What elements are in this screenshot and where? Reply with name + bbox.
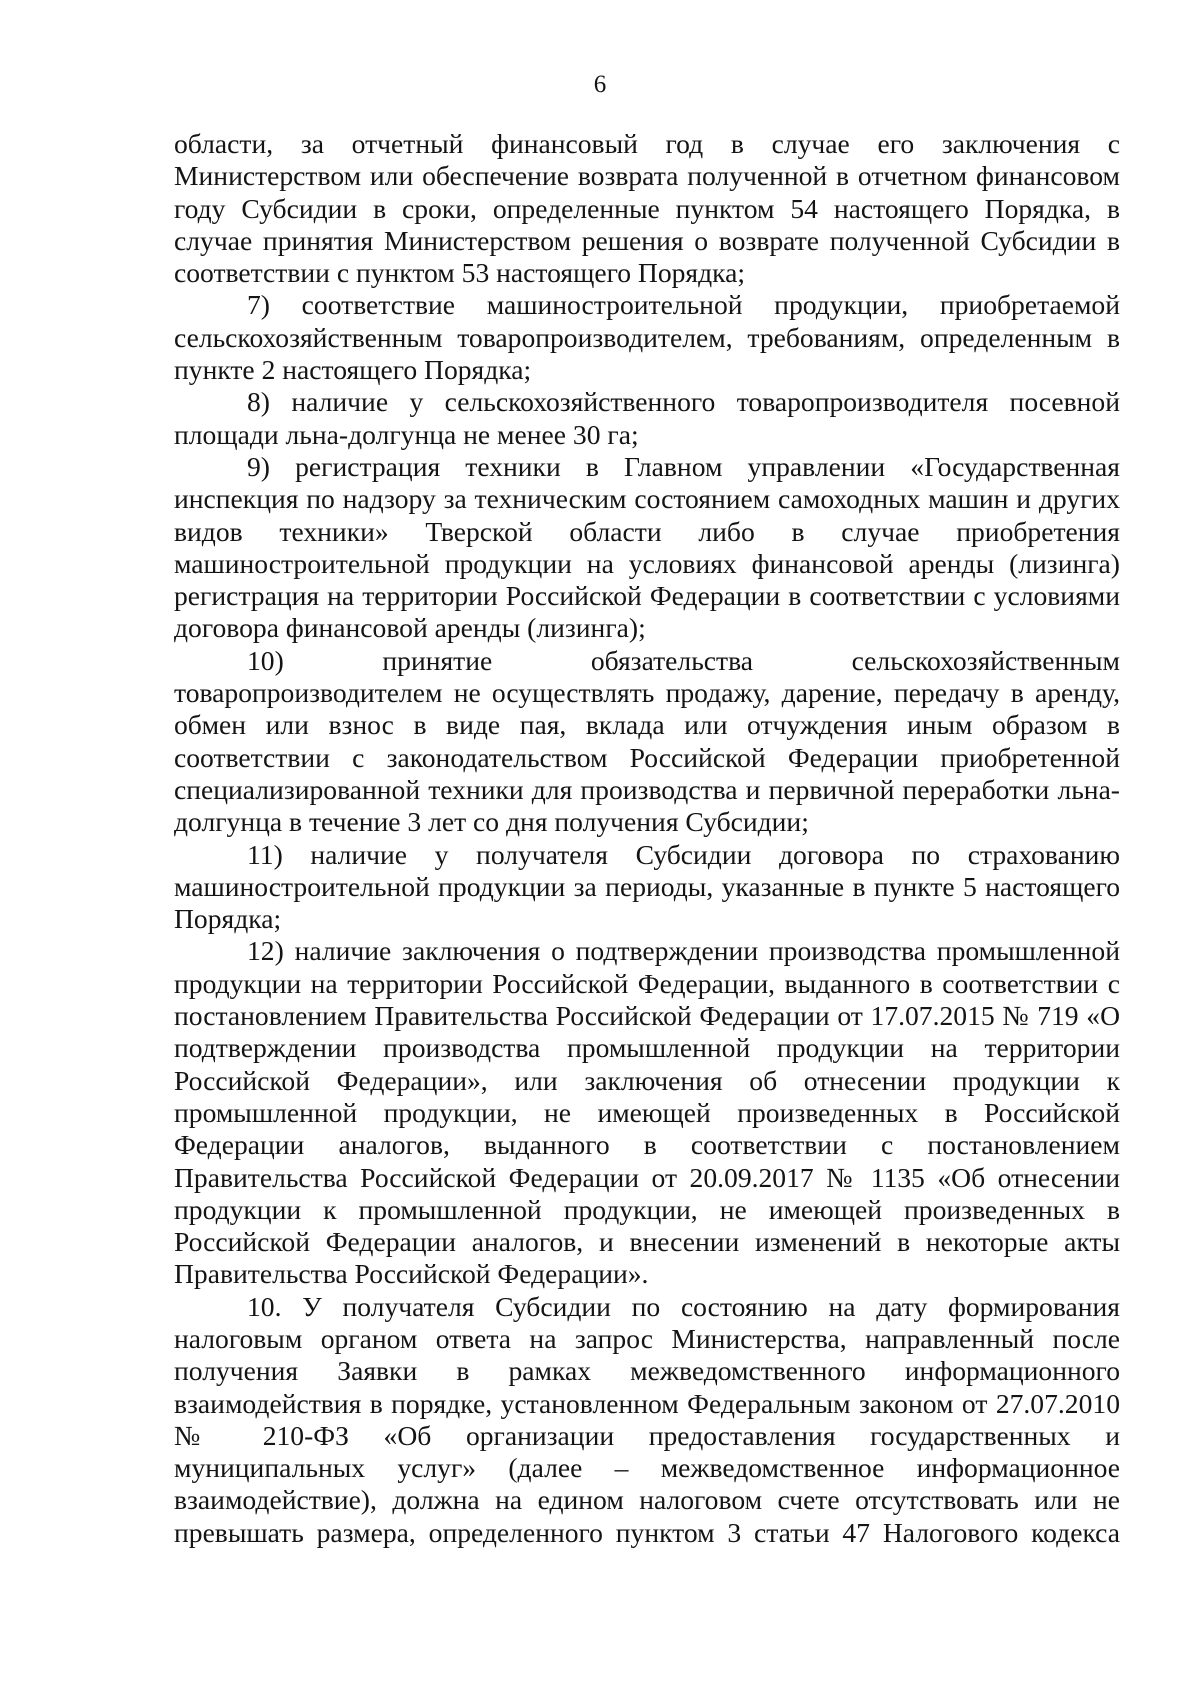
document-body — [174, 128, 1120, 1549]
paragraph-item-10: 10) принятие обязательства сельскохозяйственным товаропроизводителем не осуществлять продажу, дарение, передачу в аренду, обмен или взнос в виде пая, вклада или отчуждения иным образом в соответствии с законодательством Российской Федерации приобретенной специализированной техники для производства и первичной переработки льна-долгунца в течение 3 лет со дня получения Субсидии; — [174, 644, 1120, 838]
paragraph-item-9: 9) регистрация техники в Главном управлении «Государственная инспекция по надзору за техническим состоянием самоходных машин и других видов техники» Тверской области либо в случае приобретения машиностроительной продукции на условиях финансовой аренды (лизинга) регистрация на территории Российской Федерации в соответствии с условиями договора финансовой аренды (лизинга); — [174, 450, 1120, 644]
paragraph-item-12: 12) наличие заключения о подтверждении производства промышленной продукции на территории Российской Федерации, выданного в соответствии с постановлением Правительства Российской Федерации от 17.07.2015 № 719 «О подтверждении производства промышленной продукции на территории Российской Федерации», или заключения об отнесении продукции к промышленной продукции, не имеющей произведенных в Российской Федерации аналогов, выданного в соответствии с постановлением Правительства Российской Федерации от 20.09.2017 № 1135 «Об отнесении продукции к промышленной продукции, не имеющей произведенных в Российской Федерации аналогов, и внесении изменений в некоторые акты Правительства Российской Федерации». — [174, 935, 1120, 1290]
paragraph-item-8: 8) наличие у сельскохозяйственного товаропроизводителя посевной площади льна-долгунца не менее 30 га; — [174, 386, 1120, 450]
paragraph-item-7: 7) соответствие машиностроительной продукции, приобретаемой сельскохозяйственным товаропроизводителем, требованиям, определенным в пункте 2 настоящего Порядка; — [174, 289, 1120, 386]
paragraph-item-11: 11) наличие у получателя Субсидии договора по страхованию машиностроительной продукции за периоды, указанные в пункте 5 настоящего Порядка; — [174, 838, 1120, 935]
page-number: 6 — [593, 71, 607, 98]
paragraph-section-10: 10. У получателя Субсидии по состоянию на дату формирования налоговым органом ответа на запрос Министерства, направленный после получения Заявки в рамках межведомственного информационного взаимодействия в порядке, установленном Федеральным законом от 27.07.2010 № 210-ФЗ «Об организации предоставления государственных и муниципальных услуг» (далее – межведомственное информационное взаимодействие), должна на едином налоговом счете отсутствовать или не превышать размера, определенного пунктом 3 статьи 47 Налогового кодекса — [174, 1290, 1120, 1548]
paragraph-continuation: области, за отчетный финансовый год в случае его заключения с Министерством или обеспечение возврата полученной в отчетном финансовом году Субсидии в сроки, определенные пунктом 54 настоящего Порядка, в случае принятия Министерством решения о возврате полученной Субсидии в соответствии с пунктом 53 настоящего Порядка; — [174, 128, 1120, 289]
